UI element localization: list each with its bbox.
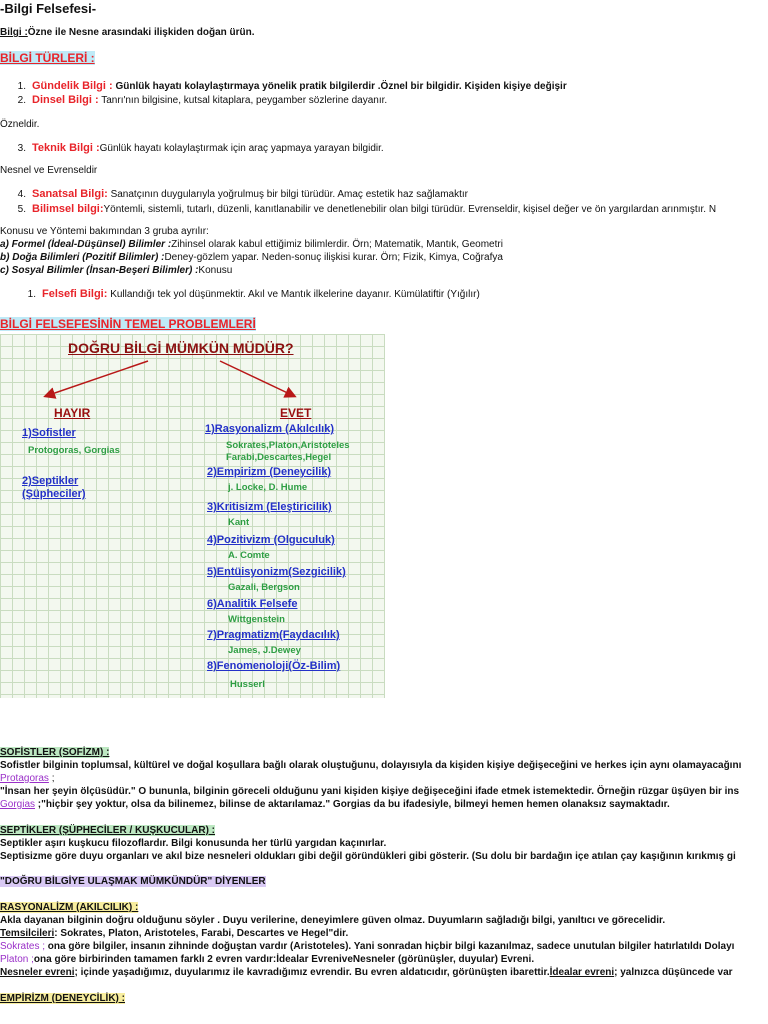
rasyonalizm-heading: RASYONALİZM (AKILCILIK) : <box>0 902 139 913</box>
diagram-yes-reps: James, J.Dewey <box>228 645 301 656</box>
type-item-5: 5. Bilimsel bilgi:Yöntemli, sistemli, tutarlı, düzenli, kanıtlanabilir ve denetlenebilir olan bilgi türüdür. Evrenseldir, kişisel değer ve ön yargılardan arınmıştır. N <box>17 203 717 215</box>
sokrates-name: Sokrates ; <box>0 941 46 952</box>
possible-heading: "DOĞRU BİLGİYE ULAŞMAK MÜMKÜNDÜR" DİYENLER <box>0 876 266 887</box>
sofistler-heading-row <box>0 746 109 759</box>
diagram-yes-reps: Gazali, Bergson <box>228 582 300 593</box>
diagram-yes-reps: A. Comte <box>228 550 270 561</box>
problems-heading-row <box>0 318 256 332</box>
type-desc: Sanatçının duygularıyla yoğrulmuş bir bilgi türüdür. Amaç estetik haz sağlamaktır <box>110 189 468 200</box>
arrow-to-hayir <box>46 361 148 396</box>
diagram-yes-reps: Husserl <box>230 679 265 690</box>
diagram-yes-item: 4)Pozitivizm (Olguculuk) <box>207 534 335 546</box>
diagram-no-item: 1)Sofistler <box>22 427 76 439</box>
diagram-yes-item: 5)Entüisyonizm(Sezgicilik) <box>207 566 346 578</box>
type-desc: Kullandığı tek yol düşünmektir. Akıl ve Mantık ilkelerine dayanır. Kümülatiftir (Yığılır) <box>110 289 480 300</box>
gorgias-link[interactable]: Gorgias <box>0 799 36 810</box>
gorgias-row: Gorgias ;"hiçbir şey yoktur, olsa da bilinemez, bilinse de aktarılamaz." Gorgias da bu ifadesiyle, bilmeyi hemen hemen olanaksız saymaktadır. <box>0 799 670 810</box>
type-name: Dinsel Bilgi : <box>32 94 99 106</box>
type-name: Sanatsal Bilgi: <box>32 188 108 200</box>
empirizm-heading: EMPİRİZM (DENEYCİLİK) : <box>0 993 125 1004</box>
rasyonalizm-reps: Temsilcileri: Sokrates, Platon, Aristoteles, Farabi, Descartes ve Hegel"dir. <box>0 928 349 939</box>
knowledge-diagram <box>0 334 385 698</box>
type-name: Felsefi Bilgi: <box>42 288 108 300</box>
protagoras-quote: "İnsan her şeyin ölçüsüdür." O bununla, bilginin göreceli olduğunu yani kişiden kişiye değişeceğini ifade etmek istemektedir. Örneğin rüzgar üşüyen bir ins <box>0 786 740 797</box>
diagram-yes-reps: j. Locke, D. Hume <box>228 482 308 493</box>
type-name: Bilimsel bilgi: <box>32 203 104 215</box>
diagram-yes-label: EVET <box>280 406 312 420</box>
science-sosyal: c) Sosyal Bilimler (İnsan-Beşeri Bilimler) :Konusu <box>0 265 233 276</box>
type-desc: Tanrı'nın bilgisine, kutsal kitaplara, peygamber sözlerine dayanır. <box>101 95 388 106</box>
rasyonalizm-line-1: Akla dayanan bilginin doğru olduğunu söyler . Duyu verilerine, deneyimlere güven olmaz. Duyumların sağladığı bilgi, yanıltıcı ve görecelidir. <box>0 915 666 926</box>
type-name: Gündelik Bilgi : <box>32 80 113 92</box>
problems-heading: BİLGİ FELSEFESİNİN TEMEL PROBLEMLERİ <box>0 317 256 331</box>
note-nesnel: Nesnel ve Evrenseldir <box>0 165 98 176</box>
platon-name: Platon ; <box>0 954 34 965</box>
type-item-2: 2. Dinsel Bilgi : Tanrı'nın bilgisine, kutsal kitaplara, peygamber sözlerine dayanır. <box>17 94 388 106</box>
sofistler-heading: SOFİSTLER (SOFİZM) : <box>0 747 110 758</box>
septikler-line-2: Septisizme göre duyu organları ve akıl bize nesneleri oldukları gibi değil göründükleri gibi gösterir. (Su dolu bir bardağın içe atılan çay kaşığının kırıkmış gi <box>0 851 736 862</box>
diagram-no-reps: Protogoras, Gorgias <box>28 445 120 456</box>
arrow-to-evet <box>220 361 294 396</box>
septikler-heading: SEPTİKLER (ŞÜPHECİLER / KUŞKUCULAR) : <box>0 825 216 836</box>
diagram-yes-item: 3)Kritisizm (Eleştiricilik) <box>207 501 332 513</box>
evrenler-row: Nesneler evreni; içinde yaşadığımız, duyularımız ile kavradığımız evrendir. Bu evren aldatıcıdır, görünüşten ibarettir.İdealar evreni; yalnızca düşüncede var <box>0 967 733 978</box>
septikler-line-1: Septikler aşırı kuşkucu filozoflardır. Bilgi konusunda her türlü yargıdan kaçınırlar. <box>0 838 387 849</box>
definition-term: Bilgi : <box>0 27 28 38</box>
type-item-felsefi: 1. Felsefi Bilgi: Kullandığı tek yol düşünmektir. Akıl ve Mantık ilkelerine dayanır. Kümülatiftir (Yığılır) <box>27 288 480 300</box>
diagram-yes-reps: Sokrates,Platon,Aristoteles Farabi,Descartes,Hegel <box>226 440 350 463</box>
empirizm-heading-row <box>0 992 125 1005</box>
possible-heading-row <box>0 875 266 888</box>
diagram-yes-reps: Kant <box>228 517 250 528</box>
page-title: -Bilgi Felsefesi- <box>0 1 97 16</box>
diagram-title: DOĞRU BİLGİ MÜMKÜN MÜDÜR? <box>68 340 294 356</box>
diagram-arrows <box>0 334 385 698</box>
diagram-no-item: 2)Septikler (Şüpheciler) <box>22 475 86 500</box>
protagoras-link[interactable]: Protagoras <box>0 773 49 784</box>
rasyonalizm-heading-row <box>0 901 138 914</box>
definition-text: Özne ile Nesne arasındaki ilişkiden doğan ürün. <box>27 27 255 38</box>
type-item-1: 1. Gündelik Bilgi : Günlük hayatı kolaylaştırmaya yönelik pratik bilgilerdir .Öznel bir bilgidir. Kişiden kişiye değişir <box>17 80 567 92</box>
sofistler-text: Sofistler bilginin toplumsal, kültürel ve doğal koşullara bağlı olarak oluştuğunu, dolayısıyla da kişiden kişiye değişeceğini ve herkes için aynı olamayacağını <box>0 760 742 771</box>
type-desc: Günlük hayatı kolaylaştırmaya yönelik pratik bilgilerdir .Öznel bir bilgidir. Kişiden kişiye değişir <box>115 81 567 92</box>
diagram-yes-item: 2)Empirizm (Deneycilik) <box>207 466 332 478</box>
type-desc: Yöntemli, sistemli, tutarlı, düzenli, kanıtlanabilir ve denetlenebilir olan bilgi türüdür. Evrenseldir, kişisel değer ve ön yargılardan arınmıştır. N <box>103 204 717 215</box>
bilgi-definition <box>0 26 255 39</box>
diagram-yes-item: 8)Fenomenoloji(Öz-Bilim) <box>207 660 341 672</box>
diagram-yes-item: 7)Pragmatizm(Faydacılık) <box>207 629 340 641</box>
sokrates-row: Sokrates ; ona göre bilgiler, insanın zihninde doğuştan vardır (Aristoteles). Yani sonradan hiçbir bilgi kazanılmaz, sadece unutulan bilgiler hatırlatıldı Dolayı <box>0 941 735 952</box>
type-name: Teknik Bilgi : <box>32 142 100 154</box>
science-formel: a) Formel (İdeal-Düşünsel) Bilimler :Zihinsel olarak kabul ettiğimiz bilimlerdir. Örn; Matematik, Mantık, Geometri <box>0 239 503 250</box>
note-oznel: Özneldir. <box>0 119 40 130</box>
platon-row: Platon ;ona göre birbirinden tamamen farklı 2 evren vardır:İdealar EvreniveNesneler (görünüşler, duyular) Evreni. <box>0 954 535 965</box>
type-item-4: 4. Sanatsal Bilgi: Sanatçının duygularıyla yoğrulmuş bir bilgi türüdür. Amaç estetik haz sağlamaktır <box>17 188 468 200</box>
science-intro: Konusu ve Yöntemi bakımından 3 gruba ayrılır: <box>0 226 209 237</box>
science-doga: b) Doğa Bilimleri (Pozitif Bilimler) :Deney-gözlem yapar. Neden-sonuç ilişkisi kurar. Örn; Fizik, Kimya, Coğrafya <box>0 252 503 263</box>
types-heading: BİLGİ TÜRLERİ : <box>0 51 95 65</box>
diagram-yes-reps: Wittgenstein <box>228 614 285 625</box>
type-desc: Günlük hayatı kolaylaştırmak için araç yapmaya yarayan bilgidir. <box>99 143 384 154</box>
protagoras-row: Protagoras ; <box>0 773 55 784</box>
diagram-no-label: HAYIR <box>54 406 91 420</box>
septikler-heading-row <box>0 824 215 837</box>
diagram-yes-item: 6)Analitik Felsefe <box>207 598 298 610</box>
type-item-3: 3. Teknik Bilgi :Günlük hayatı kolaylaştırmak için araç yapmaya yarayan bilgidir. <box>17 142 384 154</box>
diagram-yes-item: 1)Rasyonalizm (Akılcılık) <box>205 423 334 435</box>
types-heading-row <box>0 52 95 66</box>
